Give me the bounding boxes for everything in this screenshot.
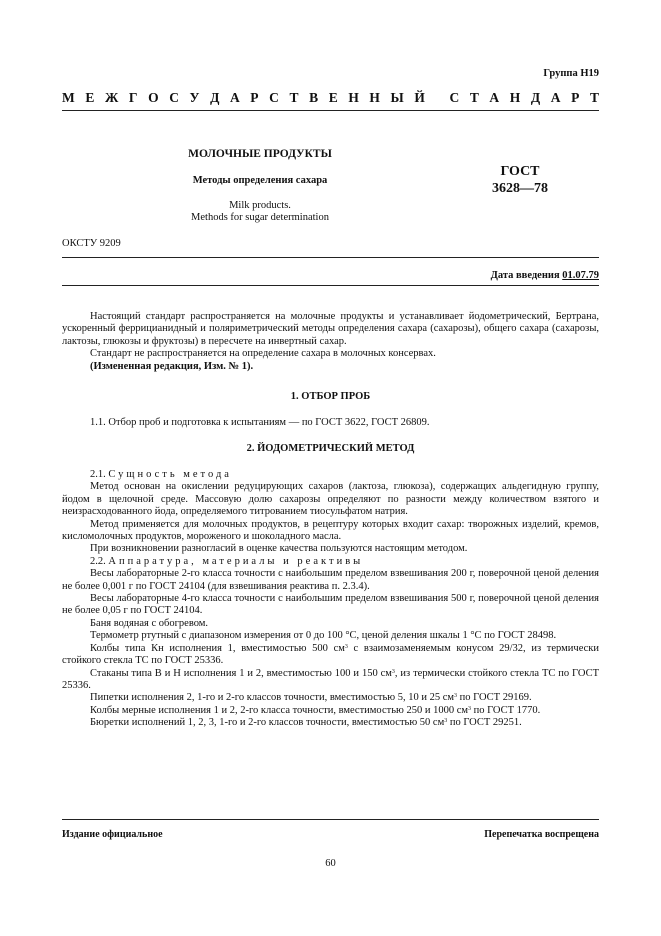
banner-letter: М xyxy=(62,90,75,105)
section-heading: 2. ЙОДОМЕТРИЧЕСКИЙ МЕТОД xyxy=(246,443,415,454)
banner-letter: Н xyxy=(348,90,359,105)
paragraph: Метод применяется для молочных продуктов, в рецептуру которых входит сахар: творожных изделий, кремов, кисломолочных продуктов, мороженого и шоколадного масла. xyxy=(62,518,599,543)
standard-banner xyxy=(62,90,599,106)
banner-letter: Р xyxy=(250,90,259,105)
paragraph: Весы лабораторные 4-го класса точности с наибольшим пределом взвешивания 500 г, поверочной ценой деления не более 0,05 г по ГОСТ 24104. xyxy=(62,593,599,617)
banner-letter: В xyxy=(309,90,319,105)
banner-letter: Е xyxy=(328,90,338,105)
date-value: 01.07.79 xyxy=(562,270,599,281)
header-rule xyxy=(62,110,599,111)
english-title: Milk products. xyxy=(229,200,291,211)
banner-letter: Н xyxy=(369,90,380,105)
paragraph: Стаканы типа В и Н исполнения 1 и 2, вместимостью 100 и 150 $см^3$, из термически стойкого стекла ТС по ГОСТ 25336. xyxy=(62,667,599,691)
banner-letter: А xyxy=(550,90,561,105)
okstu-code: ОКСТУ 9209 xyxy=(62,238,121,249)
document-subtitle: Методы определения сахара xyxy=(192,175,328,186)
banner-letter: Ж xyxy=(104,90,119,105)
section-1-body xyxy=(62,417,599,429)
english-subtitle: Methods for sugar determination xyxy=(191,212,329,223)
banner-letter: С xyxy=(169,90,179,105)
section-heading: 1. ОТБОР ПРОБ xyxy=(290,391,371,402)
banner-letter: С xyxy=(269,90,279,105)
banner-letter: А xyxy=(489,90,500,105)
subsection-title: 2.1. Сущность метода xyxy=(90,469,232,480)
document-title: МОЛОЧНЫЕ ПРОДУКТЫ xyxy=(188,148,332,160)
paragraph: Баня водяная с обогревом. xyxy=(90,617,209,629)
gost-label: ГОСТ xyxy=(500,164,540,179)
banner-letter: Г xyxy=(128,90,138,105)
gost-number xyxy=(470,163,570,197)
amendment-note: (Измененная редакция, Изм. № 1). xyxy=(90,360,254,372)
date-label: Дата введения xyxy=(490,270,560,281)
banner-letter: Т xyxy=(589,90,599,105)
banner-letter: Т xyxy=(469,90,479,105)
paragraph: Весы лабораторные 2-го класса точности с наибольшим пределом взвешивания 200 г, поверочной ценой деления не более 0,001 г по ГОСТ 24104 (для взвешивания реактива п. 2.3.4). xyxy=(62,568,599,592)
reprint-note: Перепечатка воспрещена xyxy=(484,829,599,840)
banner-letter: Д xyxy=(210,90,220,105)
effective-date xyxy=(491,270,599,281)
banner-letter: Ы xyxy=(390,90,404,105)
section-2-body xyxy=(62,469,599,730)
edition-note: Издание официальное xyxy=(62,829,163,840)
banner-letter: О xyxy=(148,90,159,105)
paragraph: 1.1. Отбор проб и подготовка к испытаниям — по ГОСТ 3622, ГОСТ 26809. xyxy=(90,417,430,428)
paragraph: Пипетки исполнения 2, 1-го и 2-го классов точности, вместимостью 5, 10 и 25 $см^3$ по ГОСТ 29169. xyxy=(90,692,532,704)
date-rule xyxy=(62,285,599,286)
banner-letter: А xyxy=(229,90,240,105)
intro-block xyxy=(62,311,599,373)
banner-letter: Н xyxy=(509,90,521,105)
banner-letter: С xyxy=(449,90,460,105)
banner-letter: Р xyxy=(571,90,580,105)
paragraph: Колбы мерные исполнения 1 и 2, 2-го класса точности, вместимостью 250 и 1000 $см^3$ по ГОСТ 1770. xyxy=(90,704,541,716)
group-code: Группа Н19 xyxy=(543,68,599,79)
banner-letter: Й xyxy=(414,90,425,105)
banner-letter: Е xyxy=(85,90,95,105)
paragraph: При возникновении разногласий в оценке качества пользуются настоящим методом. xyxy=(90,543,468,555)
paragraph: Колбы типа Кн исполнения 1, вместимостью 500 $см^3$ с взаимозаменяемым конусом 29/32, из термически стойкого стекла ТС по ГОСТ 25336. xyxy=(62,642,599,667)
banner-letter xyxy=(436,90,439,106)
paragraph: Термометр ртутный с диапазоном измерения от 0 до 100 °С, ценой деления шкалы 1 °С по ГОСТ 28498. xyxy=(90,630,557,642)
intro-paragraph: Стандарт не распространяется на определение сахара в молочных консервах. xyxy=(90,348,436,360)
banner-letter: Т xyxy=(289,90,299,105)
okstu-rule xyxy=(62,257,599,258)
paragraph: Метод основан на окислении редуцирующих сахаров (лактоза, глюкоза), содержащих альдегидную группу, йодом в щелочной среде. Массовую долю сахарозы определяют по разности между количеством взятого и неизрасходованного йода, определяемого титрованием тиосульфатом натрия. xyxy=(62,481,599,518)
subsection-title: 2.2. Аппаратура, материалы и реактивы xyxy=(90,555,364,567)
intro-paragraph: Настоящий стандарт распространяется на молочные продукты и устанавливает йодометрический, Бертрана, ускоренный феррицианидный и поляриметрический методы определения сахара (сахарозы), общего сахара (сахарозы, лактозы, глюкозы и фруктозы) в пересчете на инвертный сахар. xyxy=(62,311,599,347)
banner-letter: У xyxy=(189,90,200,105)
footer-rule xyxy=(62,819,599,820)
banner-letter: Д xyxy=(530,90,541,105)
paragraph: Бюретки исполнений 1, 2, 3, 1-го и 2-го классов точности, вместимостью 50 $см^3$ по ГОСТ 29251. xyxy=(90,717,522,729)
gost-code: 3628—78 xyxy=(492,181,548,196)
page-number: 60 xyxy=(325,858,336,869)
